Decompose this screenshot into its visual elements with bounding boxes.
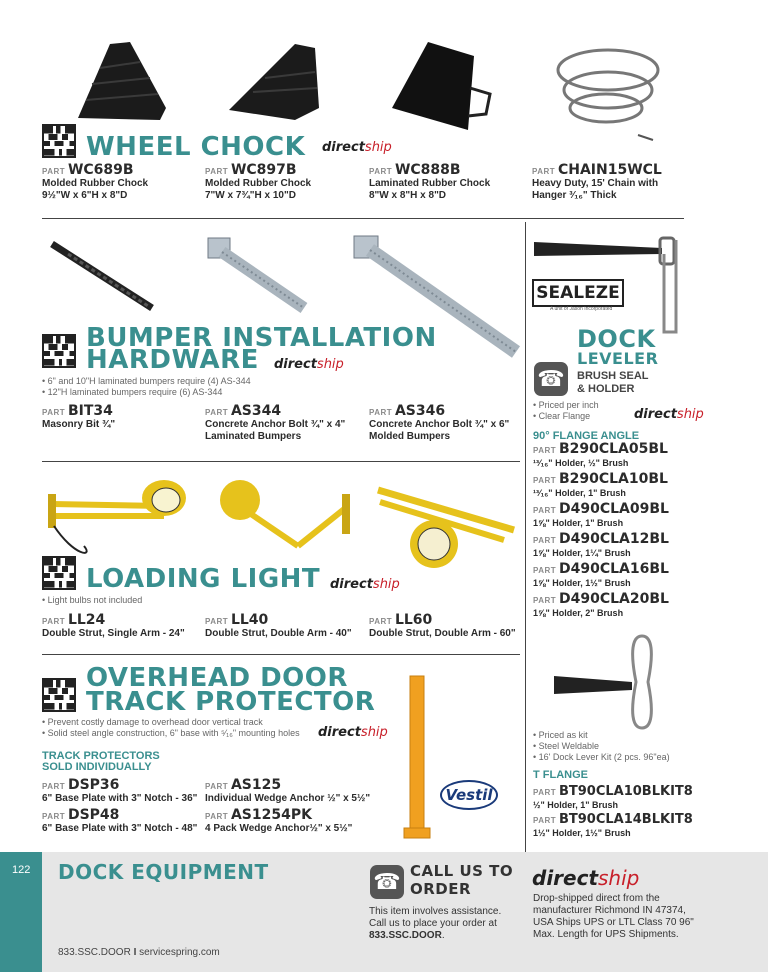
bumper-title-line1: BUMPER INSTALLATION (86, 323, 437, 353)
overhead-subhead-1: TRACK PROTECTORS (42, 750, 160, 762)
overhead-subhead-2: SOLD INDIVIDUALLY (42, 761, 152, 773)
overhead-directship-logo: directship (318, 725, 388, 740)
call-title-2: ORDER (410, 880, 472, 898)
part-bt90cla14blkit8: PART BT90CLA14BLKIT8 1½" Holder, 1½" Brush (533, 812, 693, 838)
kit-note-1: • Priced as kit (533, 730, 588, 740)
part-dsp36: PART DSP36 6" Base Plate with 3" Notch - 36" (42, 777, 198, 804)
wheel-chock-qr-icon[interactable] (42, 124, 76, 158)
loading-light-note: • Light bulbs not included (42, 595, 143, 605)
dock-leveler-note-1: • Priced per inch (533, 400, 599, 410)
part-d490cla16bl: PART D490CLA16BL 1⅝" Holder, 1½" Brush (533, 561, 669, 588)
bumper-directship-logo: directship (274, 357, 344, 372)
dock-leveler-directship-logo: directship (634, 407, 704, 422)
wheel-chock-title: WHEEL CHOCK (86, 132, 306, 162)
part-dsp48: PART DSP48 6" Base Plate with 3" Notch - 48" (42, 807, 198, 834)
t-flange-image (552, 632, 662, 732)
flange-angle-heading: 90° FLANGE ANGLE (533, 430, 640, 442)
kit-note-2: • Steel Weldable (533, 741, 600, 751)
part-chain15wcl: PART CHAIN15WCL Heavy Duty, 15' Chain with Hanger ³⁄₁₆" Thick (532, 162, 662, 201)
sealeze-logo: SEALEZE (532, 279, 624, 307)
overhead-title-line2: TRACK PROTECTOR (86, 687, 376, 717)
dropship-text: Drop-shipped direct from the manufacturer Richmond IN 47374, USA Ships UPS or LTL Class 70 96" Max. Length for UPS Shipments. (533, 893, 694, 940)
anchor-bolt-as344-image (200, 232, 315, 317)
dock-leveler-sub-2: & HOLDER (577, 383, 635, 395)
part-ll40: PART LL40 Double Strut, Double Arm - 40" (205, 612, 352, 639)
loading-light-title: LOADING LIGHT (86, 564, 321, 594)
dock-leveler-sub-1: BRUSH SEAL (577, 370, 649, 382)
call-title-1: CALL US TO (410, 862, 514, 880)
footer-contact (58, 947, 220, 958)
dock-leveler-title-2: LEVELER (577, 349, 659, 368)
bumper-qr-icon[interactable] (42, 334, 76, 368)
part-ll60: PART LL60 Double Strut, Double Arm - 60" (369, 612, 516, 639)
part-wc897b: PART WC897B Molded Rubber Chock 7"W x 7¾"H x 10"D (205, 162, 312, 201)
part-d490cla09bl: PART D490CLA09BL 1⅝" Holder, 1" Brush (533, 501, 669, 528)
phone-icon: ☎ (534, 362, 568, 396)
part-as344: PART AS344 Concrete Anchor Bolt ¾" x 4" Laminated Bumpers (205, 403, 346, 442)
loading-light-ll40-image (208, 476, 358, 566)
column-divider (525, 222, 526, 852)
wheel-chock-directship-logo: directship (322, 140, 392, 155)
part-as1254pk: PART AS1254PK 4 Pack Wedge Anchor½" x 5½" (205, 807, 353, 834)
wheel-chock-wc689b-image (70, 38, 170, 123)
part-d490cla12bl: PART D490CLA12BL 1⅝" Holder, 1¼" Brush (533, 531, 669, 558)
loading-light-directship-logo: directship (330, 577, 400, 592)
page-number: 122 (12, 864, 31, 876)
loading-light-ll60-image (374, 480, 524, 575)
track-protector-image (400, 674, 434, 842)
part-wc888b: PART WC888B Laminated Rubber Chock 8"W x 8"H x 8"D (369, 162, 491, 201)
bumper-title-line2: HARDWARE (86, 345, 259, 375)
divider (42, 218, 684, 219)
bumper-note-1: • 6" and 10"H laminated bumpers require (4) AS-344 (42, 376, 251, 386)
overhead-title-line1: OVERHEAD DOOR (86, 663, 348, 693)
bumper-note-2: • 12"H laminated bumpers require (6) AS-344 (42, 387, 223, 397)
part-d490cla20bl: PART D490CLA20BL 1⅝" Holder, 2" Brush (533, 591, 669, 618)
part-b290cla05bl: PART B290CLA05BL ¹³⁄₁₆" Holder, ½" Brush (533, 441, 668, 468)
overhead-qr-icon[interactable] (42, 678, 76, 712)
part-bit34: PART BIT34 Masonry Bit ¾" (42, 403, 116, 430)
kit-note-3: • 16' Dock Lever Kit (2 pcs. 96"ea) (533, 752, 670, 762)
footer-website[interactable]: servicespring.com (139, 947, 220, 958)
vestil-logo: Vestil (440, 780, 498, 810)
footer-directship-logo: directship (532, 866, 640, 890)
wheel-chock-wc888b-image (388, 38, 498, 133)
dock-leveler-title-1: DOCK (577, 325, 656, 353)
call-phone-icon: ☎ (370, 865, 404, 899)
loading-light-ll24-image (44, 476, 194, 566)
footer-section-title: DOCK EQUIPMENT (58, 860, 269, 884)
part-as346: PART AS346 Concrete Anchor Bolt ¾" x 6" Molded Bumpers (369, 403, 510, 442)
divider (42, 654, 520, 655)
part-b290cla10bl: PART B290CLA10BL ¹³⁄₁₆" Holder, 1" Brush (533, 471, 668, 498)
overhead-note-1: • Prevent costly damage to overhead door vertical track (42, 717, 263, 727)
part-as125: PART AS125 Individual Wedge Anchor ½" x 5½" (205, 777, 371, 804)
dock-leveler-note-2: • Clear Flange (533, 411, 591, 421)
wheel-chock-wc897b-image (225, 38, 325, 123)
chain-image (548, 40, 668, 150)
call-text: This item involves assistance. Call us to place your order at 833.SSC.DOOR. (369, 906, 502, 941)
masonry-bit-image (48, 236, 158, 316)
divider (42, 461, 520, 462)
footer-separator: I (133, 947, 137, 958)
t-flange-heading: T FLANGE (533, 769, 588, 781)
footer-phone[interactable]: 833.SSC.DOOR (58, 947, 131, 958)
overhead-note-2: • Solid steel angle construction, 6" base with ⁵⁄₁₆" mounting holes (42, 728, 300, 738)
part-bt90cla10blkit8: PART BT90CLA10BLKIT8 ½" Holder, 1" Brush (533, 784, 693, 810)
part-wc689b: PART WC689B Molded Rubber Chock 9½"W x 6"H x 8"D (42, 162, 149, 201)
sealeze-tagline: A unit of Jason Incorporated (550, 306, 613, 312)
part-ll24: PART LL24 Double Strut, Single Arm - 24" (42, 612, 185, 639)
loading-light-qr-icon[interactable] (42, 556, 76, 590)
flange-holder-image (658, 236, 682, 336)
